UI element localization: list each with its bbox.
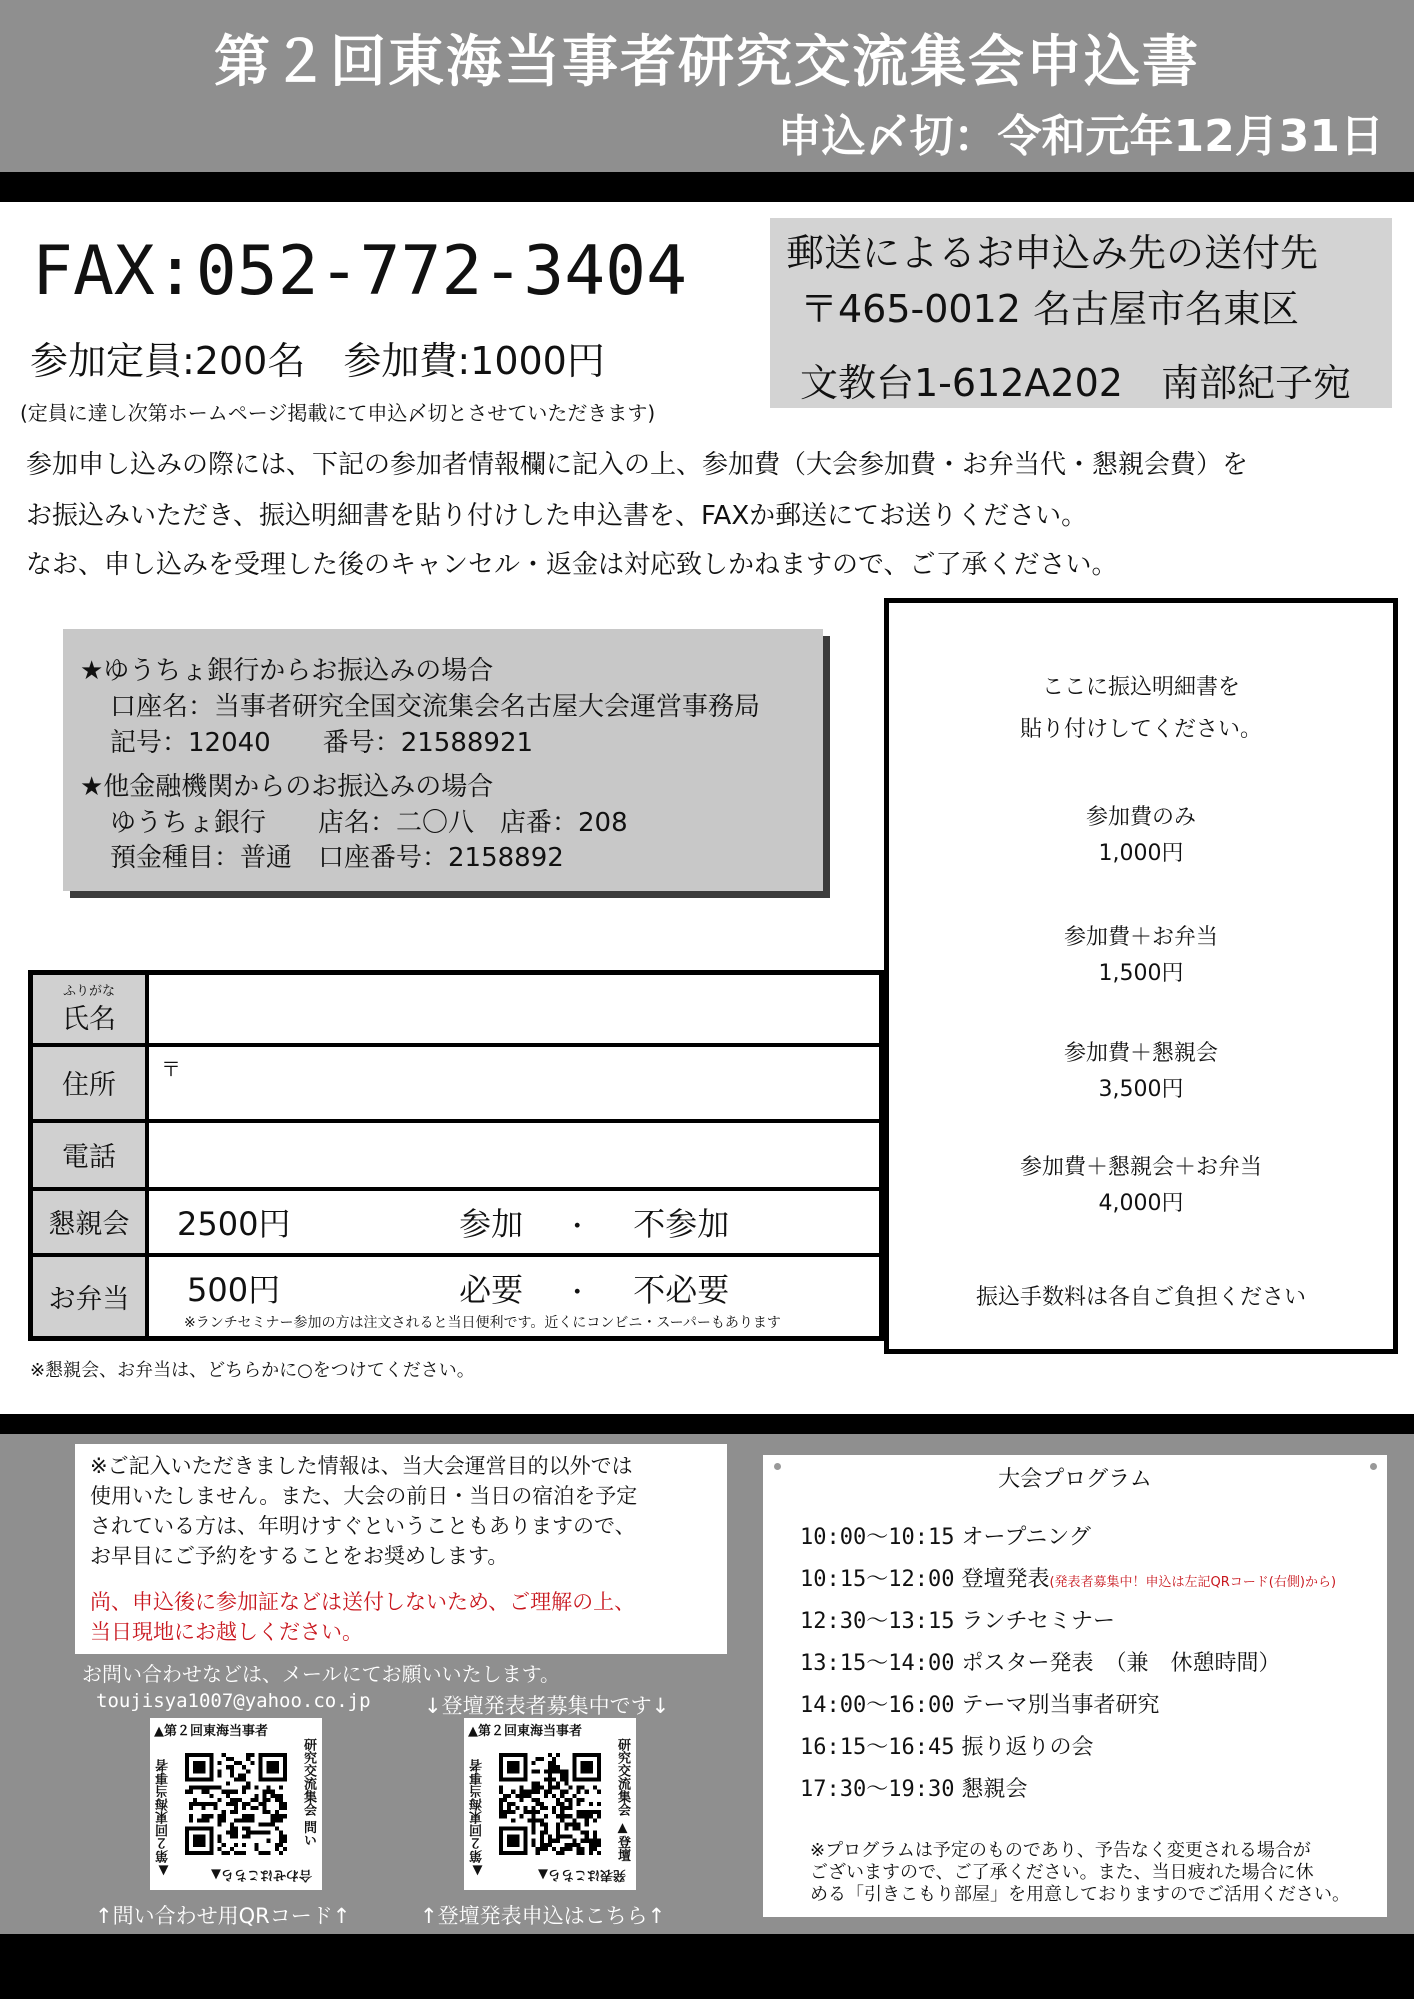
lunch-price: 500円 [187, 1270, 281, 1309]
program-time: 13:15～14:00 [800, 1651, 955, 1676]
capacity-fee: 参加定員:200名 参加費:1000円 [30, 339, 605, 383]
phone-label: 電話 [31, 1121, 148, 1189]
address-field[interactable] [147, 1045, 882, 1121]
qr-caption: ↑問い合わせ用QRコード↑ [95, 1904, 351, 1928]
divider-bar [0, 1414, 1414, 1434]
deadline: 申込〆切：令和元年12月31日 [777, 111, 1384, 162]
fax-number: FAX:052-772-3404 [32, 232, 688, 311]
program-item [800, 1730, 1093, 1761]
qr-frame-text: 研究交流集会 ▲登壇 [615, 1738, 630, 1862]
name-label: 氏名 [62, 1004, 116, 1036]
lunch-field[interactable] [147, 1255, 882, 1339]
lunch-note: ※ランチセミナー参加の方は注文されると当日便利です。近くにコンビニ・スーパーもあります [184, 1315, 781, 1331]
program-label: オープニング [961, 1525, 1091, 1550]
bank-branch: ゆうちょ銀行 店名：二〇八 店番：208 [110, 808, 628, 838]
mail-address-line: 文教台1-612A202 南部紀子宛 [800, 361, 1351, 405]
program-time: 10:00～10:15 [800, 1525, 955, 1550]
receipt-instruction: 貼り付けしてください。 [1019, 717, 1262, 742]
inquiry-email[interactable]: toujisya1007@yahoo.co.jp [96, 1690, 371, 1712]
notice-red-text: 当日現地にお越しください。 [90, 1620, 363, 1644]
phone-field[interactable] [147, 1121, 882, 1189]
address-label: 住所 [31, 1045, 148, 1121]
bank-account-number: 記号：12040 番号：21588921 [110, 728, 534, 758]
program-label: テーマ別当事者研究 [961, 1693, 1160, 1718]
privacy-text: お早目にご予約をすることをお奨めします。 [90, 1544, 509, 1568]
form-row-lunch [31, 1255, 882, 1339]
intro-text: 参加申し込みの際には、下記の参加者情報欄に記入の上、参加費（大会参加費・お弁当代・懇親会費）を [26, 450, 1249, 480]
program-item [800, 1772, 1027, 1803]
fee-price: 1,500円 [1098, 961, 1184, 986]
lunch-noneed-option[interactable]: 不必要 [633, 1270, 730, 1309]
program-time: 17:30～19:30 [800, 1777, 955, 1802]
lunch-need-option[interactable]: 必要 [459, 1270, 524, 1309]
program-time: 10:15～12:00 [800, 1567, 955, 1592]
name-label-cell [31, 973, 148, 1045]
page-title: 第２回東海当事者研究交流集会申込書 [214, 30, 1200, 95]
program-item [800, 1562, 1336, 1593]
program-time: 12:30～13:15 [800, 1609, 955, 1634]
mail-address-title: 郵送によるお申込み先の送付先 [786, 231, 1319, 275]
fee-price: 4,000円 [1098, 1191, 1184, 1216]
program-note-text: ※プログラムは予定のものであり、予告なく変更される場合が [810, 1840, 1311, 1861]
divider-bar [0, 172, 1414, 202]
qr-frame-text: ▲第２回東海当事者 [154, 1724, 268, 1739]
circle-note: ※懇親会、お弁当は、どちらかに○をつけてください。 [30, 1360, 475, 1381]
bank-account-type: 預金種目：普通 口座番号：2158892 [110, 843, 564, 873]
privacy-text: されている方は、年明けすぐということもありますので、 [90, 1514, 636, 1538]
party-field[interactable] [147, 1189, 882, 1255]
fee-label: 参加費のみ [1085, 805, 1196, 830]
party-absent-option[interactable]: 不参加 [633, 1204, 730, 1243]
postal-mark: 〒 [161, 1056, 181, 1081]
form-row-name [31, 973, 882, 1045]
program-note: (発表者募集中！申込は左記QRコード(右側)から) [1049, 1575, 1337, 1590]
fee-price: 3,500円 [1098, 1077, 1184, 1102]
program-label: 懇親会 [961, 1777, 1028, 1802]
qr-frame-text: ▲第２回東海当事者 [468, 1724, 582, 1739]
option-separator: ・ [564, 1277, 591, 1308]
program-title: 大会プログラム [998, 1467, 1152, 1492]
program-item [800, 1520, 1091, 1551]
fee-label: 参加費＋懇親会＋お弁当 [1019, 1155, 1262, 1180]
bottom-bar [0, 1934, 1414, 1999]
program-item [800, 1688, 1159, 1719]
qr-frame-text: 発表はこちら▲ [538, 1867, 626, 1882]
bank-heading: ★他金融機関からのお振込みの場合 [80, 772, 494, 802]
program-item [800, 1604, 1115, 1635]
bank-account-name: 口座名：当事者研究全国交流集会名古屋大会運営事務局 [110, 692, 761, 722]
form-row-party [31, 1189, 882, 1255]
form-row-phone [31, 1121, 882, 1189]
inquiry-text: お問い合わせなどは、メールにてお願いいたします。 [82, 1662, 560, 1686]
qr-frame-text: ▲第２回東海当事者 [156, 1759, 171, 1878]
option-separator: ・ [564, 1211, 591, 1242]
qr-frame-text: 研究交流集会 問い [301, 1738, 316, 1847]
intro-text: お振込みいただき、振込明細書を貼り付けした申込書を、FAXか郵送にてお送りください。 [26, 501, 1088, 531]
program-time: 16:15～16:45 [800, 1735, 955, 1760]
form-row-address [31, 1045, 882, 1121]
transfer-fee-note: 振込手数料は各自ご負担ください [975, 1285, 1306, 1310]
notice-red-text: 尚、申込後に参加証などは送付しないため、ご理解の上、 [90, 1590, 636, 1614]
qr-code-icon [185, 1753, 287, 1855]
receipt-instruction: ここに振込明細書を [1041, 675, 1240, 700]
application-form [28, 970, 884, 1341]
qr-frame-text: ▲第２回東海当事者 [470, 1759, 485, 1878]
capacity-note: (定員に達し次第ホームページ掲載にて申込〆切とさせていただきます) [20, 401, 656, 425]
name-field[interactable] [147, 973, 882, 1045]
program-label: ランチセミナー [961, 1609, 1116, 1634]
intro-text: なお、申し込みを受理した後のキャンセル・返金は対応致しかねますので、ご了承ください。 [26, 550, 1118, 580]
furigana-label: ふりがな [62, 984, 115, 999]
fee-label: 参加費＋懇親会 [1063, 1041, 1218, 1066]
fee-price: 1,000円 [1098, 841, 1184, 866]
privacy-text: 使用いたしません。また、大会の前日・当日の宿泊を予定 [90, 1484, 638, 1508]
program-label: 振り返りの会 [961, 1735, 1094, 1760]
fee-label: 参加費＋お弁当 [1063, 925, 1218, 950]
party-label: 懇親会 [31, 1189, 148, 1255]
qr-card-inquiry[interactable] [150, 1718, 322, 1890]
program-time: 14:00～16:00 [800, 1693, 955, 1718]
program-label: ポスター発表 （兼 休憩時間） [961, 1651, 1281, 1676]
program-item [800, 1646, 1280, 1677]
party-attend-option[interactable]: 参加 [459, 1204, 524, 1243]
privacy-text: ※ご記入いただきました情報は、当大会運営目的以外では [90, 1454, 633, 1478]
bank-heading: ★ゆうちょ銀行からお振込みの場合 [80, 656, 494, 686]
speaker-recruit: ↓登壇発表者募集中です↓ [424, 1694, 670, 1718]
lunch-label: お弁当 [31, 1255, 148, 1339]
program-label: 登壇発表 [961, 1567, 1050, 1592]
qr-caption: ↑登壇発表申込はこちら↑ [420, 1904, 666, 1928]
qr-frame-text: 合わせはこちら▲ [211, 1867, 312, 1882]
qr-code-icon [499, 1753, 601, 1855]
program-note-text: ございますので、ご了承ください。また、当日疲れた場合に休 [810, 1862, 1314, 1883]
mail-address-line: 〒465-0012 名古屋市名東区 [800, 287, 1300, 331]
qr-card-speaker[interactable] [464, 1718, 636, 1890]
program-note-text: める「引きこもり部屋」を用意しておりますのでご活用ください。 [810, 1884, 1350, 1905]
party-price: 2500円 [177, 1204, 291, 1243]
